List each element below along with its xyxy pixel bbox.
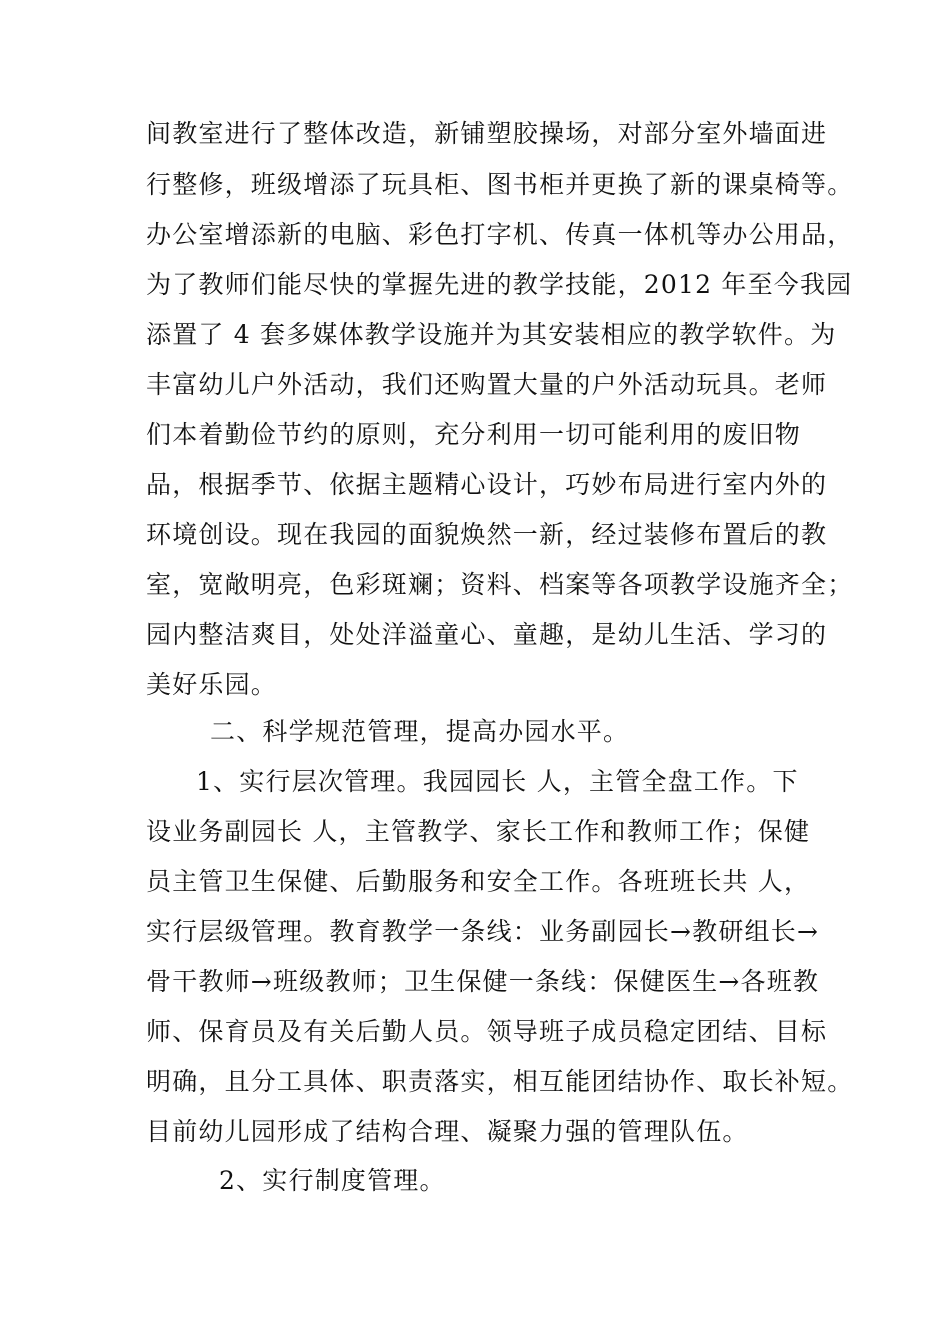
- text-line-7: 们本着勤俭节约的原则，充分利用一切可能利用的废旧物: [146, 420, 802, 449]
- text-line-20: 明确，且分工具体、职责落实，相互能团结协作、取长补短。: [146, 1067, 854, 1096]
- text-line-9: 环境创设。现在我园的面貌焕然一新，经过装修布置后的教: [146, 520, 828, 549]
- text-line-10: 室，宽敞明亮，色彩斑斓；资料、档案等各项教学设施齐全；: [146, 570, 854, 599]
- text-line-15: 设业务副园长 人，主管教学、家长工作和教师工作；保健: [146, 817, 811, 846]
- text-line-18: 骨干教师→班级教师；卫生保健一条线：保健医生→各班教: [146, 967, 820, 996]
- text-line-1: 间教室进行了整体改造，新铺塑胶操场，对部分室外墙面进: [146, 119, 828, 148]
- text-line-6: 丰富幼儿户外活动，我们还购置大量的户外活动玩具。老师: [146, 370, 828, 399]
- section-heading-2: 二、科学规范管理，提高办园水平。: [210, 717, 630, 746]
- text-line-2: 行整修，班级增添了玩具柜、图书柜并更换了新的课桌椅等。: [146, 170, 854, 199]
- text-line-16: 员主管卫生保健、后勤服务和安全工作。各班班长共 人，: [146, 867, 811, 896]
- text-line-19: 师、保育员及有关后勤人员。领导班子成员稳定团结、目标: [146, 1017, 828, 1046]
- text-line-5: 添置了 4 套多媒体教学设施并为其安装相应的教学软件。为: [146, 320, 837, 349]
- text-line-14: 1、实行层次管理。我园园长 人，主管全盘工作。下: [196, 767, 799, 796]
- text-line-21: 目前幼儿园形成了结构合理、凝聚力强的管理队伍。: [146, 1117, 749, 1146]
- text-line-8: 品，根据季节、依据主题精心设计，巧妙布局进行室内外的: [146, 470, 828, 499]
- text-line-4: 为了教师们能尽快的掌握先进的教学技能，2012 年至今我园: [146, 270, 853, 299]
- text-line-11: 园内整洁爽目，处处洋溢童心、童趣，是幼儿生活、学习的: [146, 620, 828, 649]
- subsection-heading-2: 2、实行制度管理。: [219, 1166, 446, 1195]
- text-line-17: 实行层级管理。教育教学一条线：业务副园长→教研组长→: [146, 917, 820, 946]
- text-line-12: 美好乐园。: [146, 670, 278, 699]
- text-line-3: 办公室增添新的电脑、彩色打字机、传真一体机等办公用品，: [146, 220, 854, 249]
